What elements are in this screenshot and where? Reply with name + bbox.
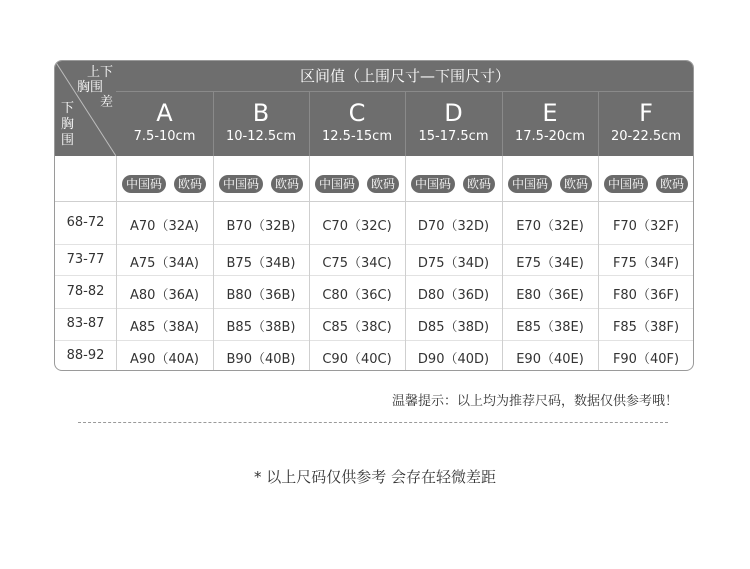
size-cell: C90（40C) [322,352,392,367]
disclaimer-note: * 以上尺码仅供参考 会存在轻微差距 [253,468,497,486]
size-cell: B70（32B) [226,218,296,234]
badge-china-size: 中国码 [508,175,552,193]
column-divider [405,156,406,371]
size-cell: D80（36D) [417,287,490,303]
size-cell: C85（38C) [322,320,392,335]
badge-china-size: 中国码 [122,175,166,193]
size-cell: D70（32D) [417,218,490,234]
size-cell: E85（38E) [516,320,584,335]
badge-eu-size: 欧码 [174,175,206,193]
column-divider [213,156,214,371]
cup-letter: F [639,99,653,127]
corner-top-label [77,65,113,110]
column-header [405,92,502,156]
column-divider-header [405,92,406,156]
column-divider [309,156,310,371]
column-header [309,92,405,156]
badge-china-size: 中国码 [219,175,263,193]
size-cell: E90（40E) [516,352,584,367]
badge-eu-size: 欧码 [656,175,688,193]
cup-range: 10-12.5cm [226,129,296,144]
size-cell: F85（38F) [612,320,680,335]
cup-letter: B [252,99,270,127]
size-cell: A90（40A) [130,352,199,367]
size-cell: C70（32C) [322,218,392,234]
size-cell: F80（36F) [612,287,680,303]
column-header [116,92,213,156]
cup-range: 12.5-15cm [322,129,392,144]
corner-bottom-label: 下胸围 [61,101,75,148]
underbust-range: 83-87 [66,316,105,331]
underbust-range: 68-72 [66,214,105,230]
cup-letter: D [444,99,463,127]
badge-eu-size: 欧码 [271,175,303,193]
size-cell: F75（34F) [612,255,680,271]
badge-china-size: 中国码 [315,175,359,193]
size-cell: E70（32E) [516,218,584,234]
corner-cell [55,61,116,156]
cup-letter: E [542,99,558,127]
corner-top-line: 差 [99,95,113,110]
size-cell: B80（36B) [226,287,296,303]
column-divider-header [598,92,599,156]
column-header [502,92,598,156]
badge-china-size: 中国码 [604,175,648,193]
cup-letter: C [348,99,366,127]
underbust-range: 78-82 [66,283,105,299]
badge-eu-size: 欧码 [560,175,592,193]
column-header [598,92,694,156]
size-cell: F90（40F) [612,352,680,367]
size-cell: D85（38D) [417,320,490,335]
size-cell: B75（34B) [226,255,296,271]
size-cell: A75（34A) [130,255,199,271]
size-cell: A85（38A) [130,320,199,335]
size-cell: D90（40D) [417,352,490,367]
size-cell: E80（36E) [516,287,584,303]
corner-top-line: 胸围 [77,80,104,95]
dashed-divider [78,422,668,423]
badge-eu-size: 欧码 [463,175,495,193]
column-divider [502,156,503,371]
cup-letter: A [156,99,173,127]
size-cell: F70（32F) [612,218,680,234]
size-cell: C75（34C) [322,255,392,271]
size-cell: B90（40B) [226,352,296,367]
column-divider-header [309,92,310,156]
tip-text: 温馨提示：以上均为推荐尺码，数据仅供参考哦！ [391,394,678,409]
column-divider [598,156,599,371]
column-divider-header [213,92,214,156]
cup-range: 7.5-10cm [133,129,196,144]
size-cell: A70（32A) [130,218,199,234]
cup-range: 17.5-20cm [515,129,585,144]
column-header [213,92,309,156]
size-cell: D75（34D) [417,255,490,271]
underbust-range: 73-77 [66,251,105,267]
range-title: 区间值（上围尺寸—下围尺寸） [299,67,510,85]
corner-top-line: 上下 [86,65,113,80]
size-cell: A80（36A) [130,287,199,303]
badge-eu-size: 欧码 [367,175,399,193]
badge-china-size: 中国码 [411,175,455,193]
column-divider [116,156,117,371]
size-cell: E75（34E) [516,255,584,271]
cup-range: 20-22.5cm [611,129,681,144]
size-cell: B85（38B) [226,320,296,335]
size-table [54,60,694,371]
cup-range: 15-17.5cm [418,129,489,144]
underbust-range: 88-92 [66,348,105,363]
size-cell: C80（36C) [322,287,392,303]
column-divider-header [502,92,503,156]
